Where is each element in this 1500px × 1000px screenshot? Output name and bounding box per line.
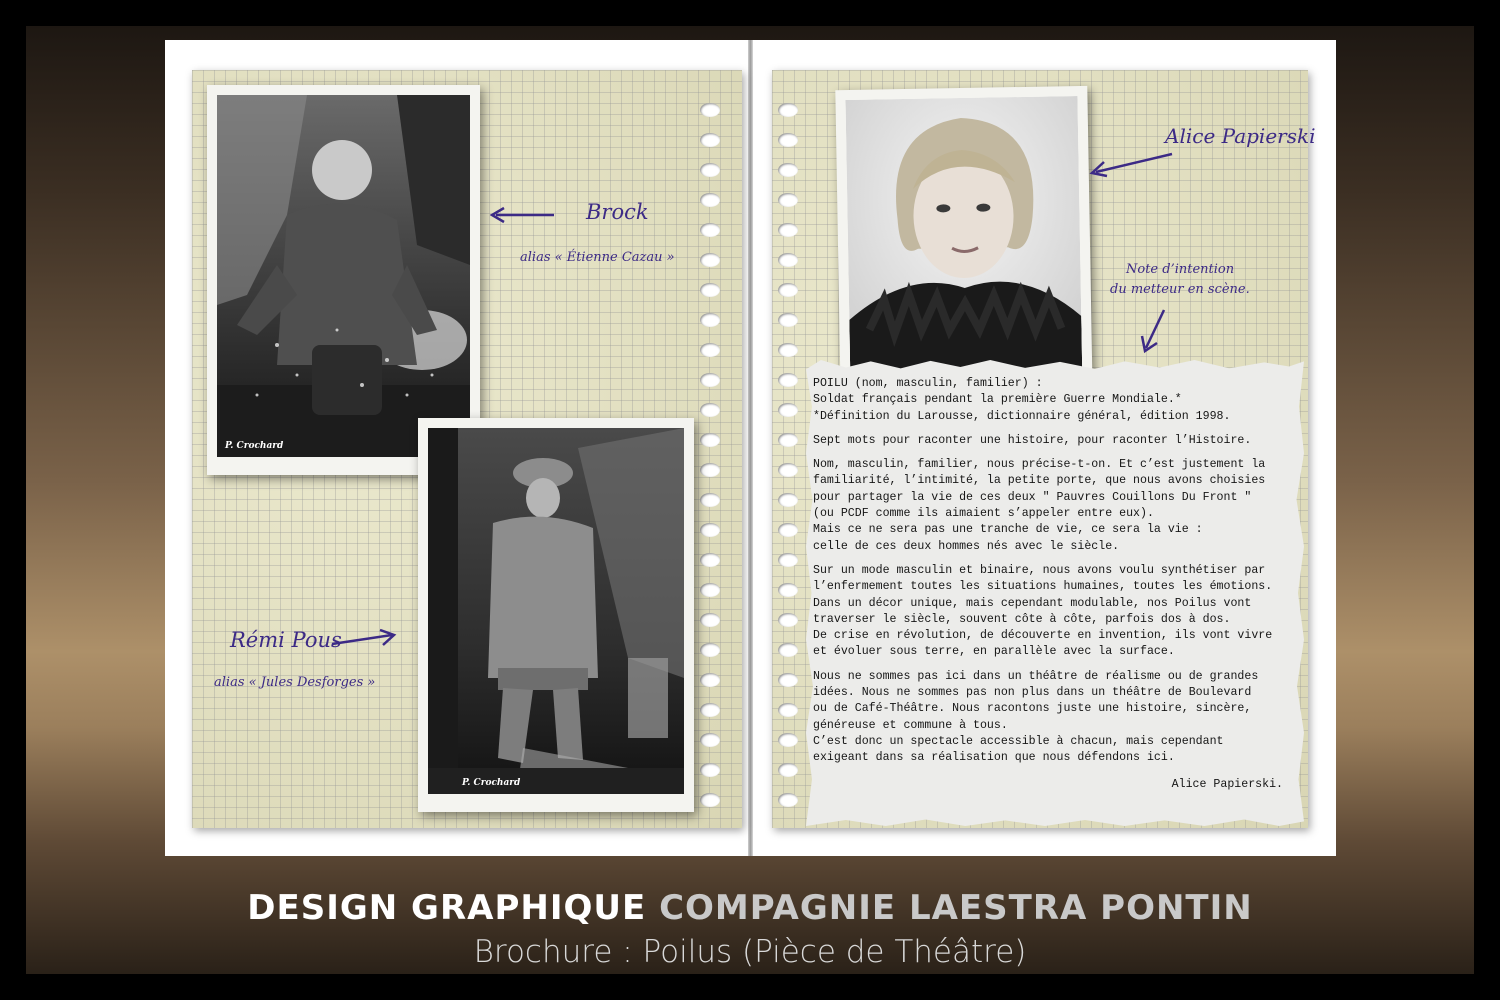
binder-hole [778, 373, 798, 387]
alice-papierski-portrait [835, 86, 1092, 402]
remi-pous-photo [418, 418, 694, 812]
binder-hole [700, 523, 720, 537]
binder-hole [778, 253, 798, 267]
note-paragraph: Sur un mode masculin et binaire, nous avons voulu synthétiser par l’enfermement toutes les situations humaines, toutes les émotions. Dans un décor unique, mais cependant modulable, nos Poilus vont traverser le siècle, souvent côte à côte, parfois dos à dos. De crise en révolution, de découverte en invention, ils vont vivre et évoluer sous terre, en parallèle avec la surface. [813, 563, 1273, 659]
binder-hole [778, 733, 798, 747]
binder-hole [700, 163, 720, 177]
remi-pous-photo-credit: P. Crochard [462, 778, 521, 788]
remi-pous-photo-illustration [428, 428, 684, 794]
binder-hole [778, 313, 798, 327]
brock-alias-label: alias « Étienne Cazau » [520, 250, 675, 265]
binder-hole [778, 493, 798, 507]
binder-hole [700, 283, 720, 297]
note-paragraph: Sept mots pour raconter une histoire, pour raconter l’Histoire. [813, 433, 1252, 447]
binder-hole [778, 673, 798, 687]
binder-hole [778, 583, 798, 597]
brock-arrow-icon [490, 205, 556, 225]
binder-hole [778, 283, 798, 297]
binder-hole [700, 223, 720, 237]
remi-pous-photo-image [428, 428, 684, 794]
director-note [813, 376, 1303, 793]
brochure-spine [748, 40, 753, 856]
binder-hole [700, 343, 720, 357]
binder-hole [778, 703, 798, 717]
binder-hole [778, 403, 798, 417]
binder-hole [778, 163, 798, 177]
caption-title [0, 888, 1500, 928]
note-paragraph: POILU (nom, masculin, familier) : Soldat français pendant la première Guerre Mondiale.* *Définition du Larousse, dictionnaire général, édition 1998. [813, 377, 1231, 423]
binder-hole [778, 343, 798, 357]
binder-hole [778, 133, 798, 147]
binder-hole [700, 133, 720, 147]
binder-hole [700, 403, 720, 417]
binder-hole [700, 193, 720, 207]
brock-photo [207, 85, 480, 475]
binder-hole [700, 253, 720, 267]
binder-hole [778, 223, 798, 237]
note-arrow-icon [1138, 308, 1168, 354]
caption-subtitle: Brochure : Poilus (Pièce de Théâtre) [473, 934, 1027, 970]
caption-title-bold: DESIGN GRAPHIQUE [247, 888, 647, 928]
note-label-line2: du metteur en scène. [1110, 282, 1250, 297]
binder-hole [778, 643, 798, 657]
alice-papierski-portrait-illustration [845, 96, 1082, 390]
note-paragraph: Nom, masculin, familier, nous précise-t-on. Et c’est justement la familiarité, l’intimité, la petite porte, que nous avons choisies pour partager la vie de ces deux " Pauvres Couillons Du Front " (ou PCDF comme ils aimaient s’appeler entre eux). Mais ce ne sera pas une tranche de vie, ce sera la vie : celle de ces deux hommes nés avec le siècle. [813, 458, 1266, 553]
binder-hole [700, 613, 720, 627]
caption-title-grey: COMPAGNIE LAESTRA PONTIN [659, 888, 1253, 928]
binder-hole [700, 373, 720, 387]
binder-hole [700, 703, 720, 717]
binder-hole [700, 103, 720, 117]
binder-hole [778, 463, 798, 477]
binder-hole [700, 583, 720, 597]
binder-hole [700, 793, 720, 807]
binder-hole [700, 673, 720, 687]
binder-hole [778, 193, 798, 207]
alice-papierski-portrait-image [845, 96, 1082, 390]
note-signature: Alice Papierski. [1171, 777, 1283, 791]
alice-papierski-name-label: Alice Papierski [1165, 124, 1316, 148]
binder-hole [700, 313, 720, 327]
alice-arrow-icon [1088, 150, 1174, 178]
binder-hole [778, 553, 798, 567]
brock-photo-image [217, 95, 470, 457]
remi-pous-name-label: Rémi Pous [230, 628, 342, 652]
binder-hole [778, 103, 798, 117]
binder-hole [700, 463, 720, 477]
binder-hole [700, 433, 720, 447]
note-label-line1: Note d’intention [1126, 262, 1235, 277]
binder-hole [778, 523, 798, 537]
brock-name-label: Brock [586, 200, 649, 224]
binder-hole [778, 613, 798, 627]
remi-pous-alias-label: alias « Jules Desforges » [214, 675, 376, 690]
binder-hole [778, 433, 798, 447]
binder-hole [778, 793, 798, 807]
binder-hole [778, 763, 798, 777]
brock-photo-credit: P. Crochard [225, 441, 284, 451]
binder-hole [700, 553, 720, 567]
binder-hole [700, 643, 720, 657]
brock-photo-illustration [217, 95, 470, 457]
binder-hole [700, 763, 720, 777]
binder-hole [700, 493, 720, 507]
note-paragraph: Nous ne sommes pas ici dans un théâtre de réalisme ou de grandes idées. Nous ne sommes pas non plus dans un théâtre de Boulevard ou de Café-Théâtre. Nous racontons juste une histoire, sincère, généreuse et commune à tous. C’est donc un spectacle accessible à chacun, mais cependant exigeant dans sa réalisation que nous défendons ici. [813, 669, 1259, 765]
remi-pous-arrow-icon [330, 628, 398, 650]
binder-hole [700, 733, 720, 747]
